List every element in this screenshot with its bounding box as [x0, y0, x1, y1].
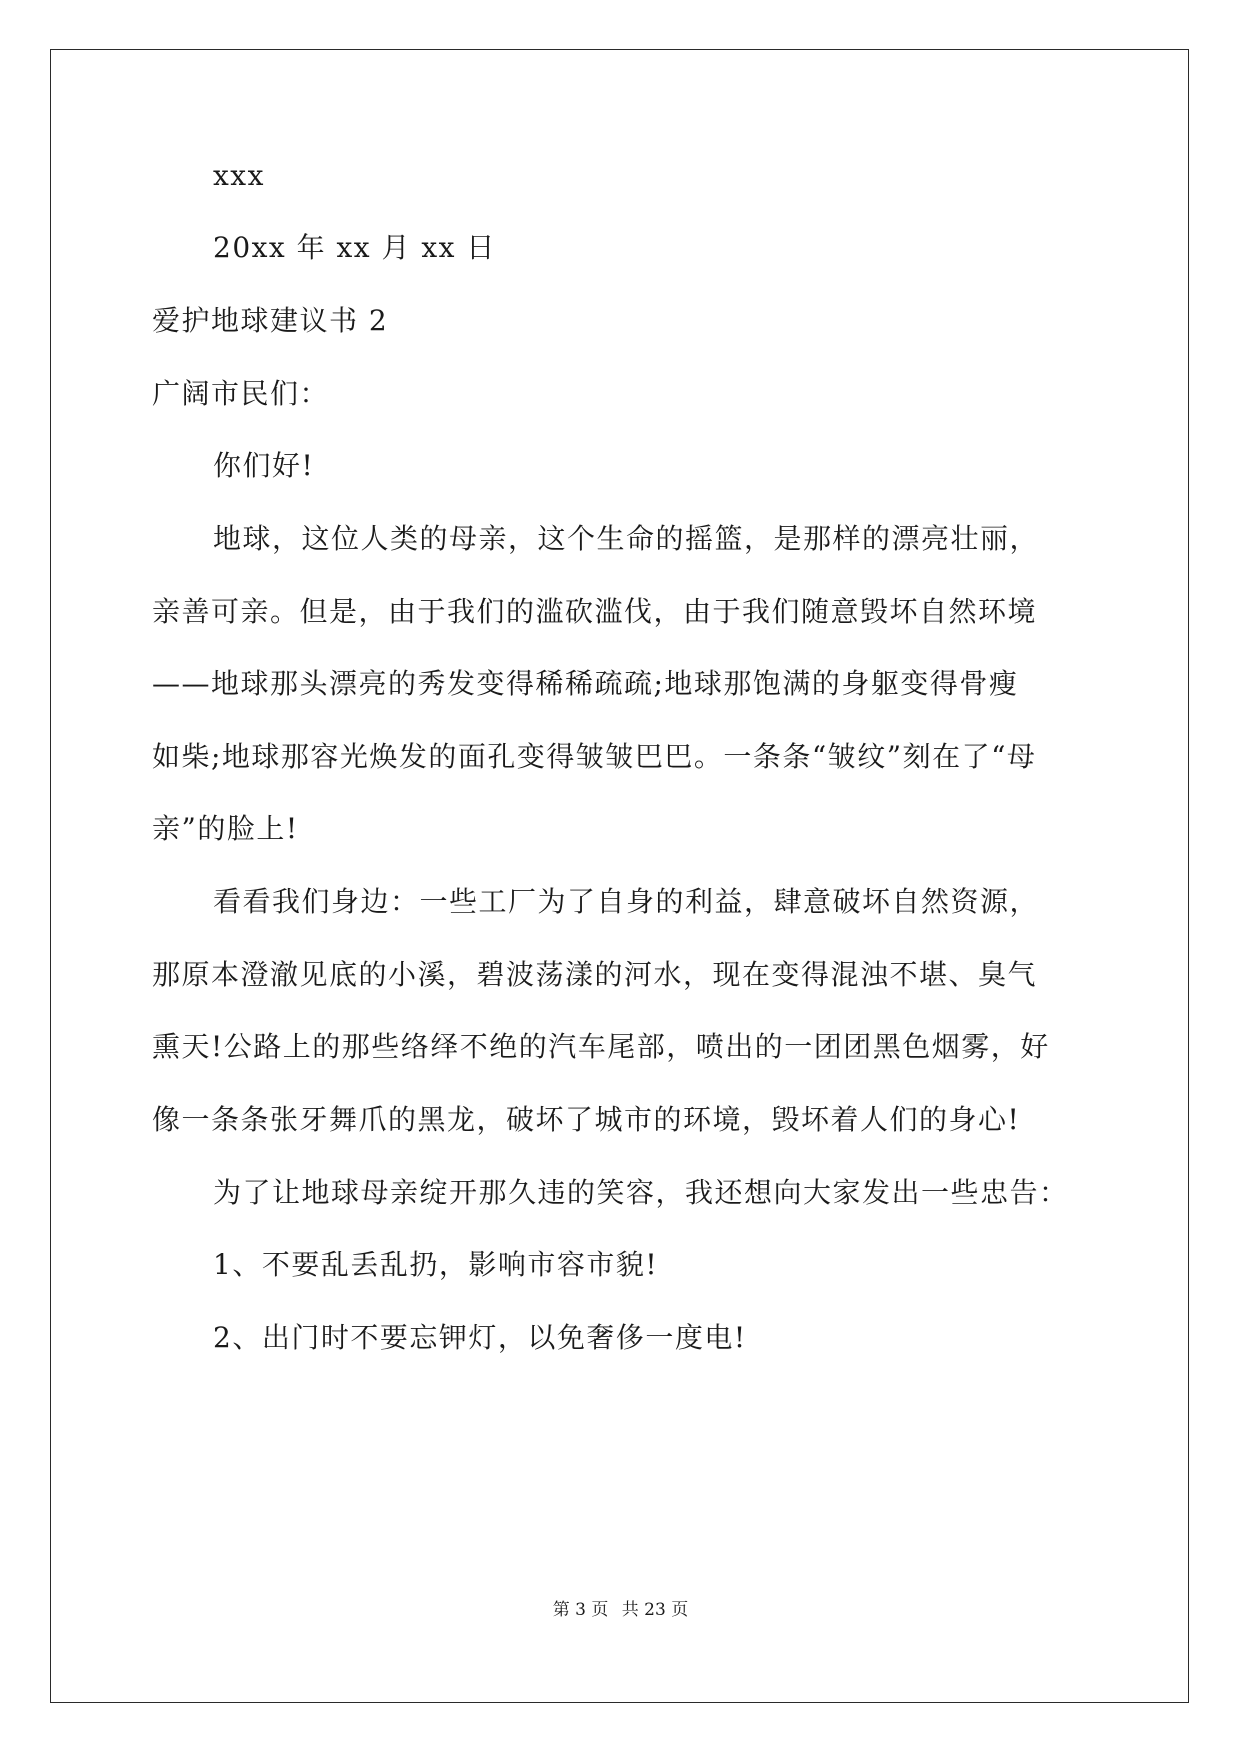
page-number: 第 3 页 [552, 1600, 609, 1620]
paragraph-line: 为了让地球母亲绽开那久违的笑容，我还想向大家发出一些忠告： [213, 1176, 1069, 1209]
page-border [50, 49, 1189, 1703]
paragraph-line: ——地球那头漂亮的秀发变得稀稀疏疏;地球那饱满的身躯变得骨瘦 [152, 667, 1019, 700]
paragraph-line: 看看我们身边：一些工厂为了自身的利益，肆意破坏自然资源， [213, 885, 1040, 918]
paragraph-line: 熏天!公路上的那些络绎不绝的汽车尾部，喷出的一团团黑色烟雾，好 [152, 1030, 1050, 1063]
page-total: 共 23 页 [621, 1600, 689, 1620]
signature-name: xxx [213, 159, 265, 192]
signature-date: 20xx 年 xx 月 xx 日 [213, 231, 496, 264]
paragraph-line: 像一条条张牙舞爪的黑龙，破坏了城市的环境，毁坏着人们的身心! [152, 1103, 1021, 1136]
letter-title: 爱护地球建议书 2 [152, 304, 389, 337]
paragraph-line: 地球，这位人类的母亲，这个生命的摇篮，是那样的漂亮壮丽， [213, 522, 1040, 555]
greeting: 你们好! [213, 449, 315, 482]
paragraph-line: 如柴;地球那容光焕发的面孔变得皱皱巴巴。一条条“皱纹”刻在了“母 [152, 740, 1037, 773]
paragraph-line: 亲善可亲。但是，由于我们的滥砍滥伐，由于我们随意毁坏自然环境 [152, 595, 1038, 628]
paragraph-line: 亲”的脸上! [152, 812, 299, 845]
page-footer [0, 1595, 1241, 1620]
paragraph-line: 那原本澄澈见底的小溪，碧波荡漾的河水，现在变得混浊不堪、臭气 [152, 958, 1038, 991]
advice-item: 1、不要乱丢乱扔，影响市容市貌! [213, 1248, 659, 1281]
salutation: 广阔市民们： [152, 377, 330, 410]
advice-item: 2、出门时不要忘钾灯，以免奢侈一度电! [213, 1321, 747, 1354]
